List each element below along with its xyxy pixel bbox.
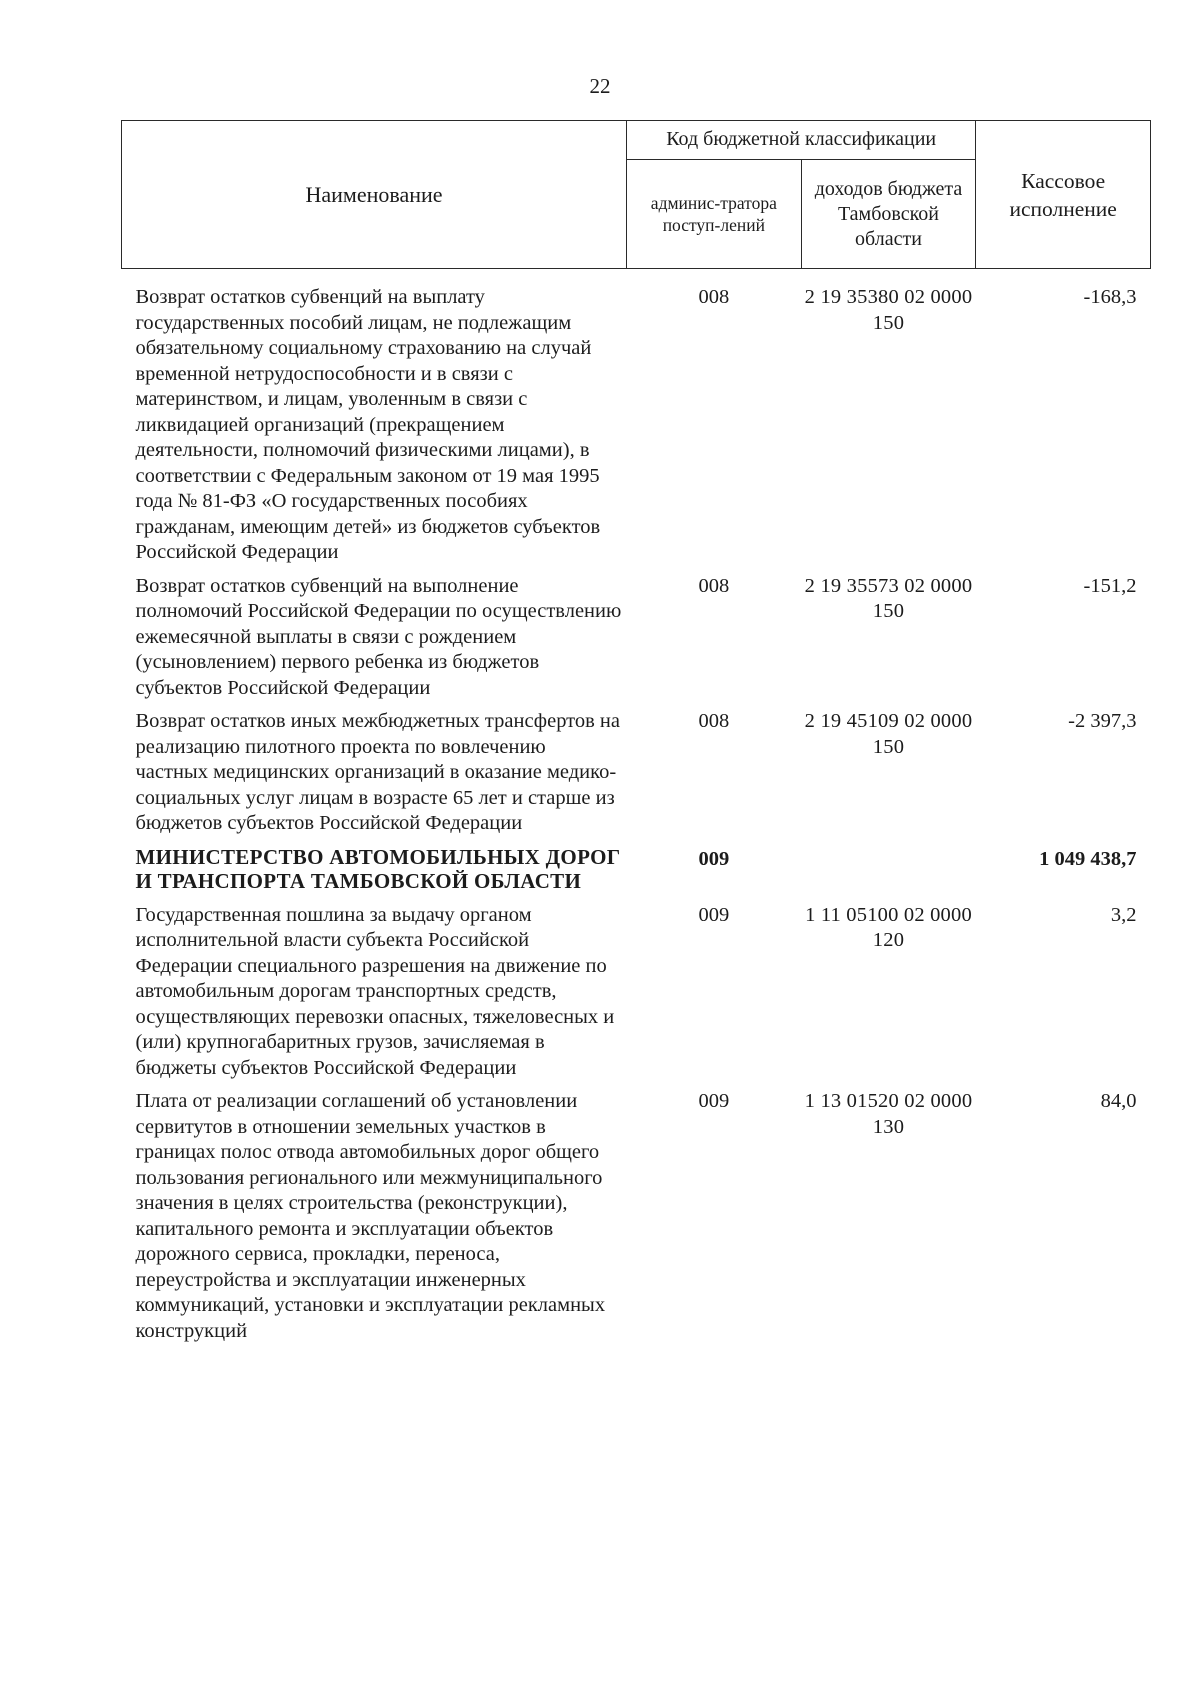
row-income-code: 1 13 01520 02 0000 130 (804, 1090, 973, 1138)
row-income-code: 2 19 35380 02 0000 150 (804, 286, 973, 334)
page-number: 22 (589, 74, 611, 98)
row-name: МИНИСТЕРСТВО АВТОМОБИЛЬНЫХ ДОРОГ И ТРАНСПОРТА ТАМБОВСКОЙ ОБЛАСТИ (135, 844, 621, 893)
table-row-ministry (122, 845, 1151, 903)
row-name: Государственная пошлина за выдачу органом исполнительной власти субъекта Российской Федерации специального разрешения на движение по автомобильным дорогам транспортных средств, осуществляющих перевозки опасных, тяжеловесных и (или) крупногабаритных грузов, зачисляемая в бюджеты субъектов Российской Федерации (135, 903, 615, 1079)
row-admin-code: 009 (698, 847, 730, 870)
table-row (122, 709, 1151, 845)
header-cash-execution: Кассовое исполнение (976, 121, 1151, 269)
row-cash-value: 1 049 438,7 (1039, 847, 1137, 870)
row-admin-code: 008 (698, 286, 730, 308)
row-income-code: 2 19 45109 02 0000 150 (804, 710, 973, 758)
header-administrator: админис-тратора поступ-лений (627, 160, 802, 269)
row-admin-code: 008 (698, 710, 730, 732)
row-income-code: 2 19 35573 02 0000 150 (804, 574, 973, 622)
row-cash-value: -168,3 (1083, 286, 1137, 308)
row-cash-value: 3,2 (1110, 903, 1137, 926)
table-body (122, 269, 1151, 1353)
row-cash-value: -151,2 (1083, 574, 1137, 597)
row-name: Возврат остатков иных межбюджетных трансфертов на реализацию пилотного проекта по вовлечению частных медицинских организаций в оказание медико-социальных услуг лицам в возрасте 65 лет и старше из бюджетов субъектов Российской Федерации (135, 710, 620, 834)
row-name: Возврат остатков субвенций на выплату государственных пособий лицам, не подлежащим обязательному социальному страхованию на случай временной нетрудоспособности и в связи с материнством, и лицам, уволенным в связи с ликвидацией организаций (прекращением деятельности, полномочий физическими лицами), в соответствии с Федеральным законом от 19 мая 1995 года № 81-ФЗ «О государственных пособиях гражданам, имеющим детей» из бюджетов субъектов Российской Федерации (135, 286, 601, 563)
budget-table-container (121, 120, 1151, 1352)
row-admin-code: 009 (698, 903, 730, 926)
budget-table (121, 120, 1151, 1352)
row-name: Возврат остатков субвенций на выполнение полномочий Российской Федерации по осуществлению ежемесячной выплаты в связи с рождением (усыновлением) первого ребенка из бюджетов субъектов Российской Федерации (135, 574, 622, 699)
table-row (122, 574, 1151, 710)
table-header (122, 121, 1151, 269)
table-row (122, 1089, 1151, 1352)
row-admin-code: 008 (698, 574, 730, 597)
header-code-group: Код бюджетной классификации (627, 121, 976, 160)
row-cash-value: -2 397,3 (1068, 710, 1137, 732)
row-name: Плата от реализации соглашений об установлении сервитутов в отношении земельных участков в границах полос отвода автомобильных дорог общего пользования регионального или межмуниципального значения в целях строительства (реконструкции), капитального ремонта и эксплуатации объектов дорожного сервиса, прокладки, переноса, переустройства и эксплуатации инженерных коммуникаций, установки и эксплуатации рекламных конструкций (135, 1090, 606, 1342)
table-row (122, 903, 1151, 1090)
row-admin-code: 009 (698, 1090, 730, 1112)
table-row (122, 269, 1151, 574)
header-name: Наименование (122, 121, 627, 269)
row-income-code (801, 845, 976, 903)
row-income-code: 1 11 05100 02 0000 120 (805, 903, 972, 951)
row-cash-value: 84,0 (1100, 1090, 1137, 1112)
header-income-code: доходов бюджета Тамбовской области (801, 160, 976, 269)
